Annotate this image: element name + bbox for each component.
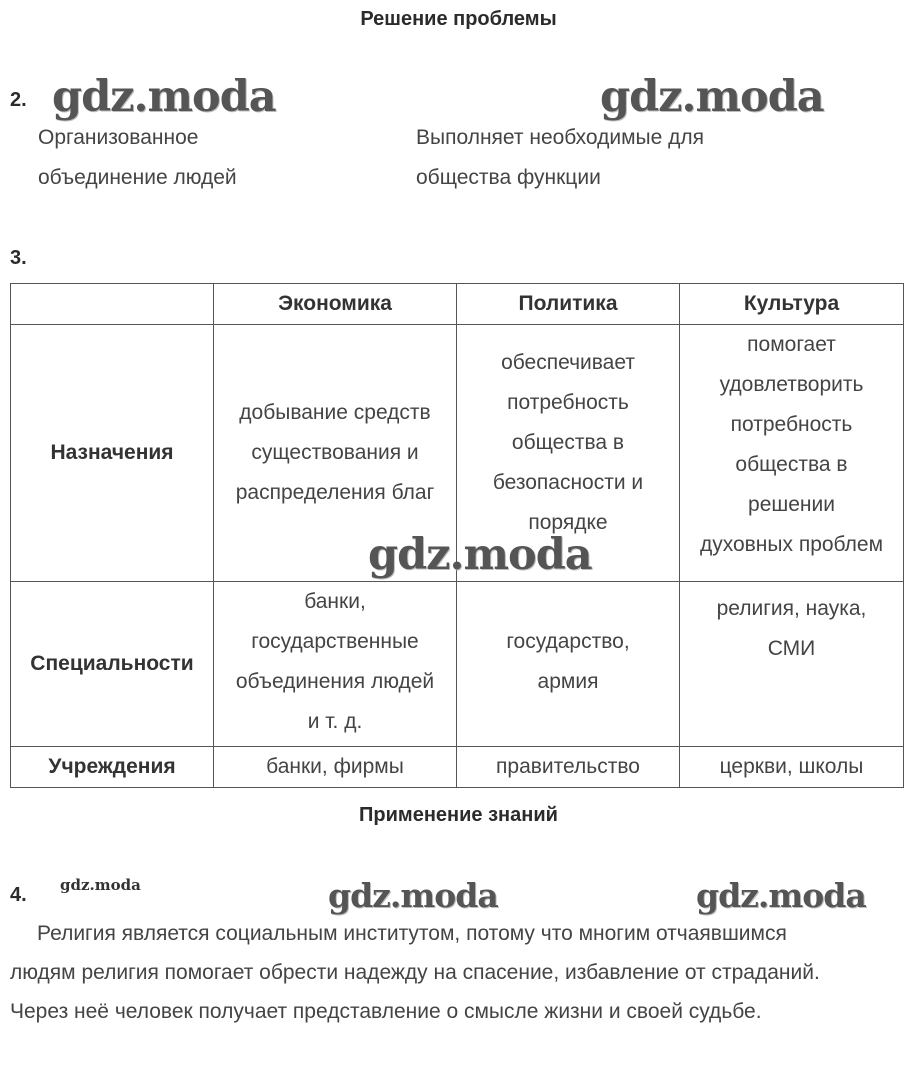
- cell-line: общества в: [511, 431, 625, 454]
- cell-line: безопасности и: [492, 471, 644, 494]
- cell-line: армия: [537, 670, 599, 693]
- cell-line: потребность: [507, 391, 629, 414]
- table-cell: [214, 582, 457, 747]
- task-number-2: 2.: [10, 89, 27, 111]
- cell-line: религия, наука,: [716, 597, 867, 620]
- table-cell: [457, 582, 680, 747]
- watermark-logo: gdz.moda: [52, 72, 276, 122]
- cell-line: правительство: [496, 755, 640, 778]
- cell-line: решении: [748, 493, 835, 516]
- cell-line: помогает: [747, 333, 836, 356]
- cell-line: потребность: [730, 413, 853, 436]
- table-cell: [680, 325, 904, 582]
- table-cell: [214, 747, 457, 788]
- task-number-4: 4.: [10, 884, 27, 906]
- cell-line: банки, фирмы: [266, 755, 404, 778]
- task4-line-1: [10, 914, 903, 953]
- paragraph-text: Религия является социальным институтом, потому что многим отчаявшимся: [37, 922, 787, 945]
- watermark-logo: gdz.moda: [368, 530, 592, 580]
- watermark-logo: gdz.moda: [600, 72, 824, 122]
- table-cell: [214, 325, 457, 582]
- cell-line: церкви, школы: [719, 755, 864, 778]
- task4-line-3: Через неё человек получает представление о смысле жизни и своей судьбе.: [10, 1000, 762, 1023]
- cell-line: государство,: [506, 630, 630, 653]
- table-cell: [457, 747, 680, 788]
- table-header-row: [11, 284, 904, 325]
- task2-left-line-1: Организованное: [38, 126, 199, 149]
- cell-line: духовных проблем: [699, 533, 884, 556]
- task2-right-line-2: общества функции: [416, 166, 601, 189]
- cell-line: объединения людей: [235, 670, 435, 693]
- row-label-purpose: Назначения: [11, 325, 214, 582]
- table-row: [11, 582, 904, 747]
- header-cell-empty: [11, 284, 214, 325]
- table-cell: [680, 582, 904, 747]
- institutions-table: [10, 283, 904, 788]
- cell-line: [463, 582, 673, 622]
- row-label-specialties: Специальности: [11, 582, 214, 747]
- header-cell-culture: Культура: [680, 284, 904, 325]
- table-row: [11, 325, 904, 582]
- watermark-logo: gdz.moda: [696, 876, 866, 915]
- cell-line: государственные: [251, 630, 419, 653]
- task2-right-line-1: Выполняет необходимые для: [416, 126, 705, 149]
- task-number-3: 3.: [10, 247, 27, 269]
- cell-line: и т. д.: [307, 710, 363, 733]
- cell-line: добывание средств: [239, 401, 431, 424]
- cell-line: удовлетворить: [719, 373, 864, 396]
- cell-line: обеспечивает: [501, 351, 635, 374]
- table-cell: [457, 325, 680, 582]
- table-row: [11, 747, 904, 788]
- task2-left-line-2: объединение людей: [38, 166, 237, 189]
- cell-line: распределения благ: [235, 481, 435, 504]
- cell-line: общества в: [735, 453, 848, 476]
- task4-line-2: людям религия помогает обрести надежду на спасение, избавление от страданий.: [10, 961, 820, 984]
- header-cell-politics: Политика: [457, 284, 680, 325]
- header-cell-economy: Экономика: [214, 284, 457, 325]
- table-cell: [680, 747, 904, 788]
- cell-line: СМИ: [767, 637, 816, 660]
- cell-line: существования и: [251, 441, 419, 464]
- section-title-knowledge-application: Применение знаний: [359, 804, 558, 826]
- cell-line: порядке: [528, 511, 608, 534]
- row-label-institutions: Учреждения: [11, 747, 214, 788]
- cell-line: банки,: [304, 590, 366, 613]
- watermark-logo: gdz.moda: [328, 876, 498, 915]
- section-title-problem-solving: Решение проблемы: [360, 8, 557, 30]
- watermark-logo: gdz.moda: [60, 876, 141, 894]
